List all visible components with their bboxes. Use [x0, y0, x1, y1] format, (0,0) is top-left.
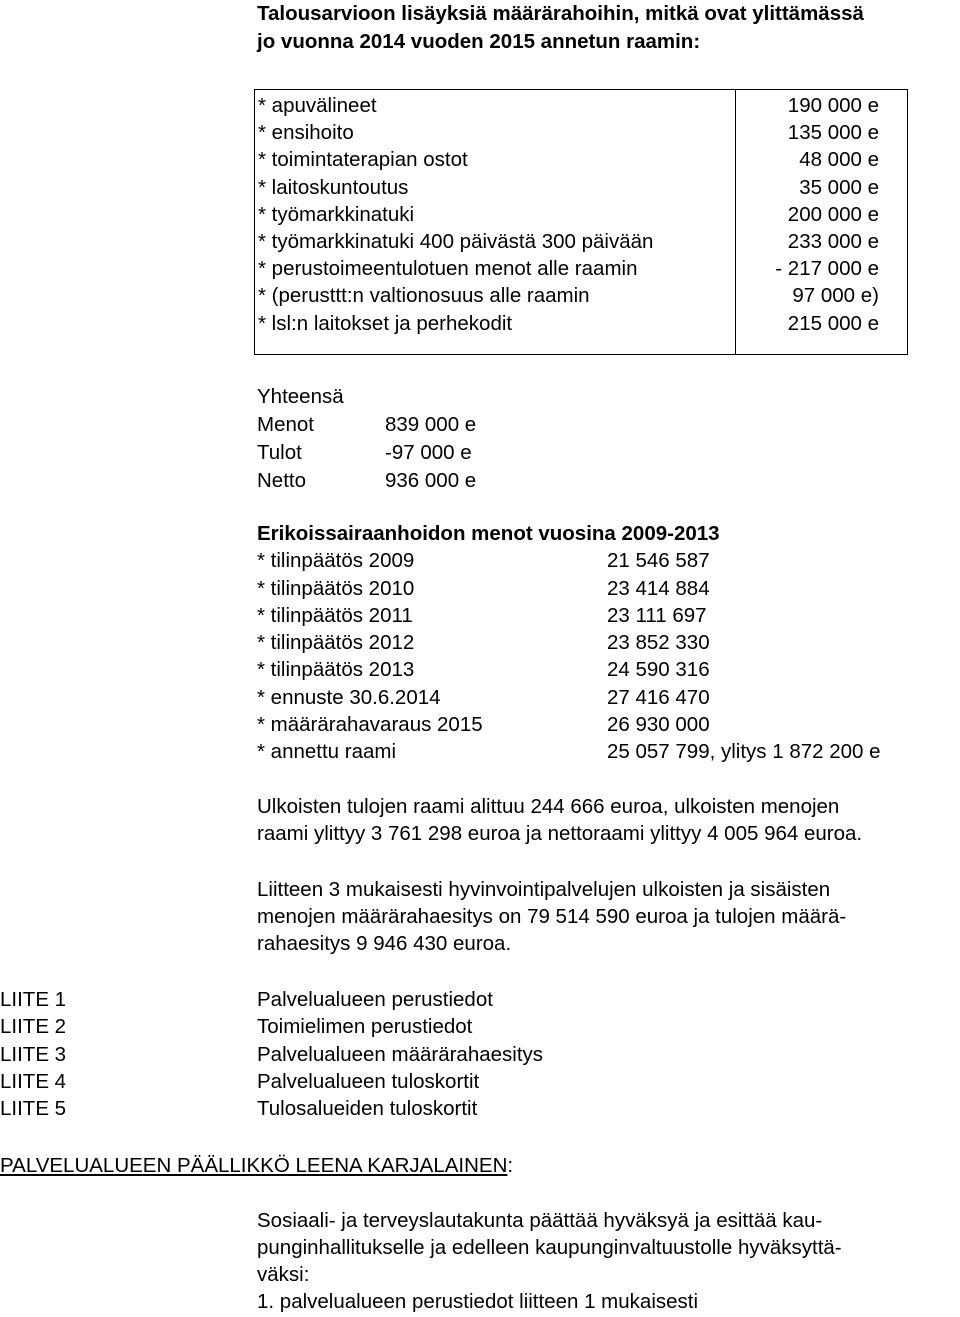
additions-row	[255, 310, 907, 337]
additions-value: 35 000 e	[799, 175, 879, 199]
specialist-value: 23 111 697	[607, 603, 707, 627]
specialist-label: * ennuste 30.6.2014	[257, 685, 441, 709]
specialist-label: * tilinpäätös 2013	[257, 658, 415, 682]
budget-paragraph	[257, 793, 957, 847]
additions-row	[255, 282, 907, 309]
attachment-label: LIITE 1	[0, 988, 67, 1011]
specialist-row	[257, 602, 720, 629]
specialist-value: 27 416 470	[607, 685, 710, 709]
additions-label: * (perusttt:n valtionosuus alle raamin	[258, 284, 590, 308]
specialist-value: 25 057 799, ylitys 1 872 200 e	[607, 740, 881, 764]
attachment-title: Palvelualueen perustiedot	[257, 988, 493, 1011]
proposer-name: PALVELUALUEEN PÄÄLLIKKÖ LEENA KARJALAINEN	[0, 1154, 508, 1177]
additions-row	[255, 255, 907, 282]
attachment-label: LIITE 5	[0, 1097, 67, 1121]
additions-value: 135 000 e	[787, 121, 879, 145]
additions-value: 190 000 e	[787, 94, 879, 117]
paragraph-line: rahaesitys 9 946 430 euroa.	[257, 932, 512, 955]
additions-value: 215 000 e	[787, 311, 879, 335]
specialist-label: * tilinpäätös 2010	[257, 576, 415, 600]
additions-row	[255, 146, 907, 173]
specialist-label: * tilinpäätös 2011	[257, 603, 413, 627]
title-line-2: jo vuonna 2014 vuoden 2015 annetun raamin:	[257, 30, 701, 53]
specialist-value: 24 590 316	[607, 658, 710, 682]
specialist-row	[257, 656, 720, 683]
additions-label: * toimintaterapian ostot	[258, 148, 468, 172]
specialist-label: * tilinpäätös 2012	[257, 631, 415, 655]
additions-row	[255, 228, 907, 255]
specialist-row	[257, 684, 720, 711]
proposer-colon: :	[507, 1154, 514, 1177]
additions-label: * lsl:n laitokset ja perhekodit	[258, 311, 513, 335]
paragraph-line: Ulkoisten tulojen raami alittuu 244 666 euroa, ulkoisten menojen	[257, 795, 840, 818]
proposal-line: Sosiaali- ja terveyslautakunta päättää hyväksyä ja esittää kau-	[257, 1209, 823, 1232]
additions-row	[255, 201, 907, 228]
specialist-care-block	[257, 520, 881, 766]
paragraph-line: raami ylittyy 3 761 298 euroa ja nettoraami ylittyy 4 005 964 euroa.	[257, 822, 863, 845]
summary-label: Netto	[257, 469, 306, 492]
additions-label: * työmarkkinatuki 400 päivästä 300 päivään	[258, 230, 654, 253]
proposer-heading	[0, 1152, 513, 1179]
specialist-row	[257, 711, 720, 738]
specialist-row	[257, 575, 720, 602]
additions-label: * perustoimeentulotuen menot alle raamin	[258, 257, 638, 281]
specialist-label: * annettu raami	[257, 740, 397, 764]
attachment-label: LIITE 2	[0, 1015, 67, 1039]
additions-row	[255, 92, 907, 119]
appendix-paragraph	[257, 876, 957, 957]
specialist-value: 23 414 884	[607, 576, 710, 600]
additions-table	[254, 89, 908, 355]
proposal-line: väksi:	[257, 1263, 310, 1286]
additions-label: * ensihoito	[258, 121, 354, 145]
additions-value: 48 000 e	[799, 148, 879, 172]
additions-value: 97 000 e)	[792, 284, 879, 308]
additions-row	[255, 119, 907, 146]
paragraph-line: Liitteen 3 mukaisesti hyvinvointipalvelujen ulkoisten ja sisäisten	[257, 878, 831, 901]
summary-value: 839 000 e	[385, 413, 477, 436]
summary-value: -97 000 e	[385, 441, 472, 464]
additions-value: 233 000 e	[787, 230, 879, 253]
proposal-line: punginhallitukselle ja edelleen kaupunginvaltuustolle hyväksyttä-	[257, 1236, 842, 1259]
attachment-label: LIITE 3	[0, 1042, 67, 1066]
summary-label: Menot	[257, 413, 314, 436]
title-line-1: Talousarvioon lisäyksiä määrärahoihin, mitkä ovat ylittämässä	[257, 2, 864, 25]
attachment-title: Toimielimen perustiedot	[257, 1015, 473, 1039]
additions-value: - 217 000 e	[775, 257, 879, 281]
specialist-value: 21 546 587	[607, 549, 710, 573]
additions-row	[255, 174, 907, 201]
attachment-title: Palvelualueen tuloskortit	[257, 1069, 480, 1093]
specialist-value: 23 852 330	[607, 631, 710, 655]
specialist-label: * tilinpäätös 2009	[257, 549, 415, 573]
attachment-title: Tulosalueiden tuloskortit	[257, 1097, 478, 1121]
additions-label: * työmarkkinatuki	[258, 202, 415, 226]
proposal-line: 1. palvelualueen perustiedot liitteen 1 mukaisesti	[257, 1290, 699, 1313]
proposal-paragraph	[257, 1207, 957, 1315]
specialist-row	[257, 547, 720, 574]
additions-label: * apuvälineet	[258, 94, 377, 117]
specialist-heading: Erikoissairaanhoidon menot vuosina 2009-2013	[257, 522, 720, 545]
summary-value: 936 000 e	[385, 469, 477, 492]
specialist-row	[257, 738, 881, 765]
attachment-label: LIITE 4	[0, 1069, 67, 1093]
additions-label: * laitoskuntoutus	[258, 175, 409, 199]
specialist-label: * määrärahavaraus 2015	[257, 713, 483, 737]
summary-heading: Yhteensä	[257, 385, 344, 408]
additions-value: 200 000 e	[787, 202, 879, 226]
summary-label: Tulot	[257, 441, 302, 464]
attachment-title: Palvelualueen määrärahaesitys	[257, 1042, 544, 1066]
document-title	[257, 0, 957, 56]
paragraph-line: menojen määrärahaesitys on 79 514 590 euroa ja tulojen määrä-	[257, 905, 847, 928]
specialist-value: 26 930 000	[607, 713, 710, 737]
specialist-row	[257, 629, 720, 656]
